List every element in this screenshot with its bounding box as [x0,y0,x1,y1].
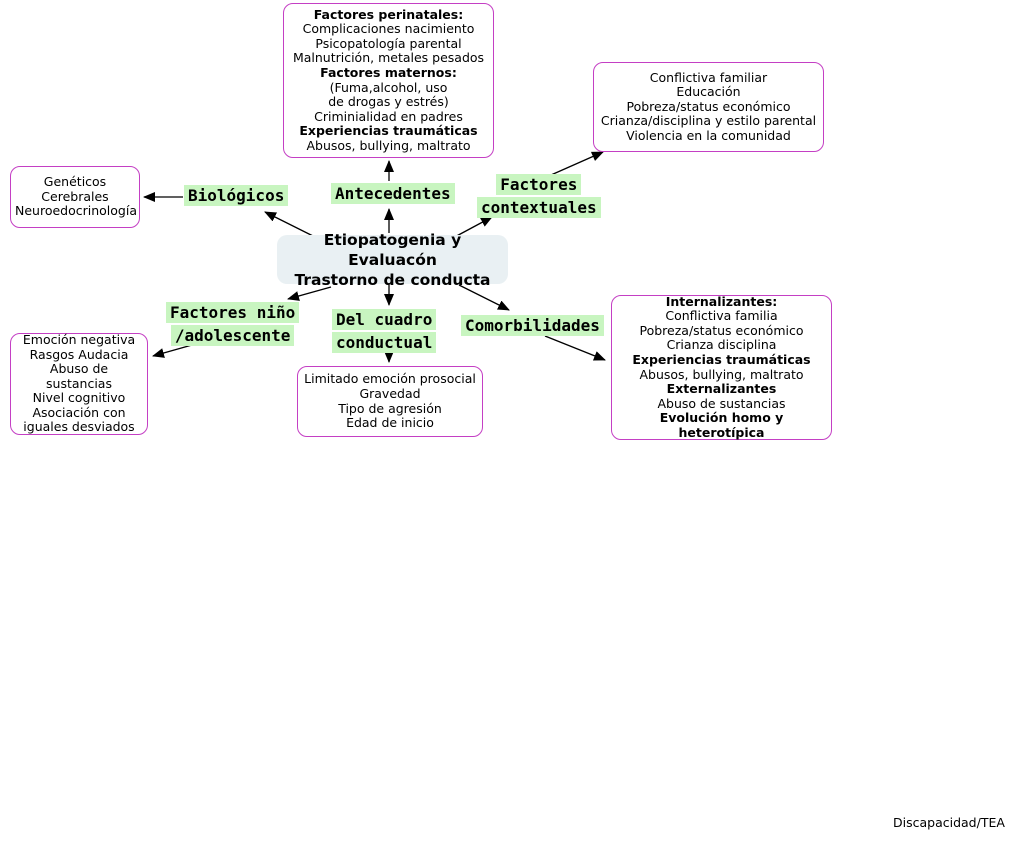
box-line: Rasgos Audacia [29,346,129,362]
box-line: Asociación con [32,404,126,420]
cuadro-conductual-box [297,366,483,437]
branch-label-antecedentes [331,182,455,205]
box-line: Abuso de sustancias [46,361,112,391]
box-line: Criminialidad en padres [314,108,463,124]
box-line: Violencia en la comunidad [626,127,791,143]
box-line: Experiencias traumáticas [632,351,811,367]
comorbilidades-box [611,295,832,440]
arrow-comorbilidades-to-comorbilidades-box [545,336,605,360]
branch-label-line: Antecedentes [331,183,455,204]
branch-label-biologicos [184,184,288,207]
branch-label-factores-contextuales [477,173,601,219]
perinatales-box [283,3,494,158]
box-line: Pobreza/status económico [639,322,804,338]
box-line: Crianza/disciplina y estilo parental [600,113,817,129]
box-line: Emoción negativa [22,331,136,347]
branch-label-line: Factores niño [166,302,299,323]
nino-adolescente-box [10,333,148,435]
branch-label-line: Del cuadro [332,309,436,330]
box-line: Abuso de sustancias [657,395,786,411]
branch-label-comorbilidades [461,314,604,337]
box-line: Tipo de agresión [338,400,442,416]
box-line: Psicopatología parental [315,35,462,51]
box-line: Nivel cognitivo [32,390,126,406]
biologicos-box [10,166,140,228]
branch-label-line: conductual [332,332,436,353]
box-line: Factores perinatales: [313,6,464,22]
box-line: Edad de inicio [346,415,434,431]
arrow-contextuales-to-contextuales-box [551,152,603,175]
box-line: Externalizantes [666,381,777,397]
central-topic-line: Trastorno de conducta [294,270,491,289]
central-topic-line: Etiopatogenia y Evaluacón [323,230,462,269]
branch-label-line: Comorbilidades [461,315,604,336]
box-line: iguales desviados [23,419,135,435]
box-line: (Fuma,alcohol, uso [329,79,448,95]
branch-label-line: Biológicos [184,185,288,206]
central-topic-node [277,230,508,289]
footer-note: Discapacidad/TEA [893,815,1005,830]
box-line: Malnutrición, metales pesados [292,50,485,66]
box-line: Internalizantes: [665,293,778,309]
branch-label-line: Factores [496,174,581,195]
box-line: Conflictiva familiar [649,69,768,85]
branch-label-factores-nino-adolescente [166,301,299,347]
box-line: Complicaciones nacimiento [302,21,475,37]
branch-label-del-cuadro-conductual [332,308,436,354]
box-line: Conflictiva familia [665,308,778,324]
branch-label-line: /adolescente [171,325,295,346]
box-line: Cerebrales [41,188,109,204]
box-line: Gravedad [359,385,421,401]
box-line: de drogas y estrés) [328,94,449,110]
box-line: Abusos, bullying, maltrato [306,137,471,153]
box-line: Limitado emoción prosocial [304,371,476,387]
box-line: Genéticos [43,174,107,190]
box-line: Abusos, bullying, maltrato [639,366,804,382]
box-line: Educación [676,84,741,100]
box-line: Pobreza/status económico [626,98,791,114]
box-line: Factores maternos: [320,64,457,80]
contextuales-box [593,62,824,152]
box-line: Neuroedocrinología [15,203,137,219]
box-line: Experiencias traumáticas [299,123,478,139]
box-line: Crianza disciplina [666,337,777,353]
branch-label-line: contextuales [477,197,601,218]
box-line: Evolución homo y heterotípica [659,410,784,440]
